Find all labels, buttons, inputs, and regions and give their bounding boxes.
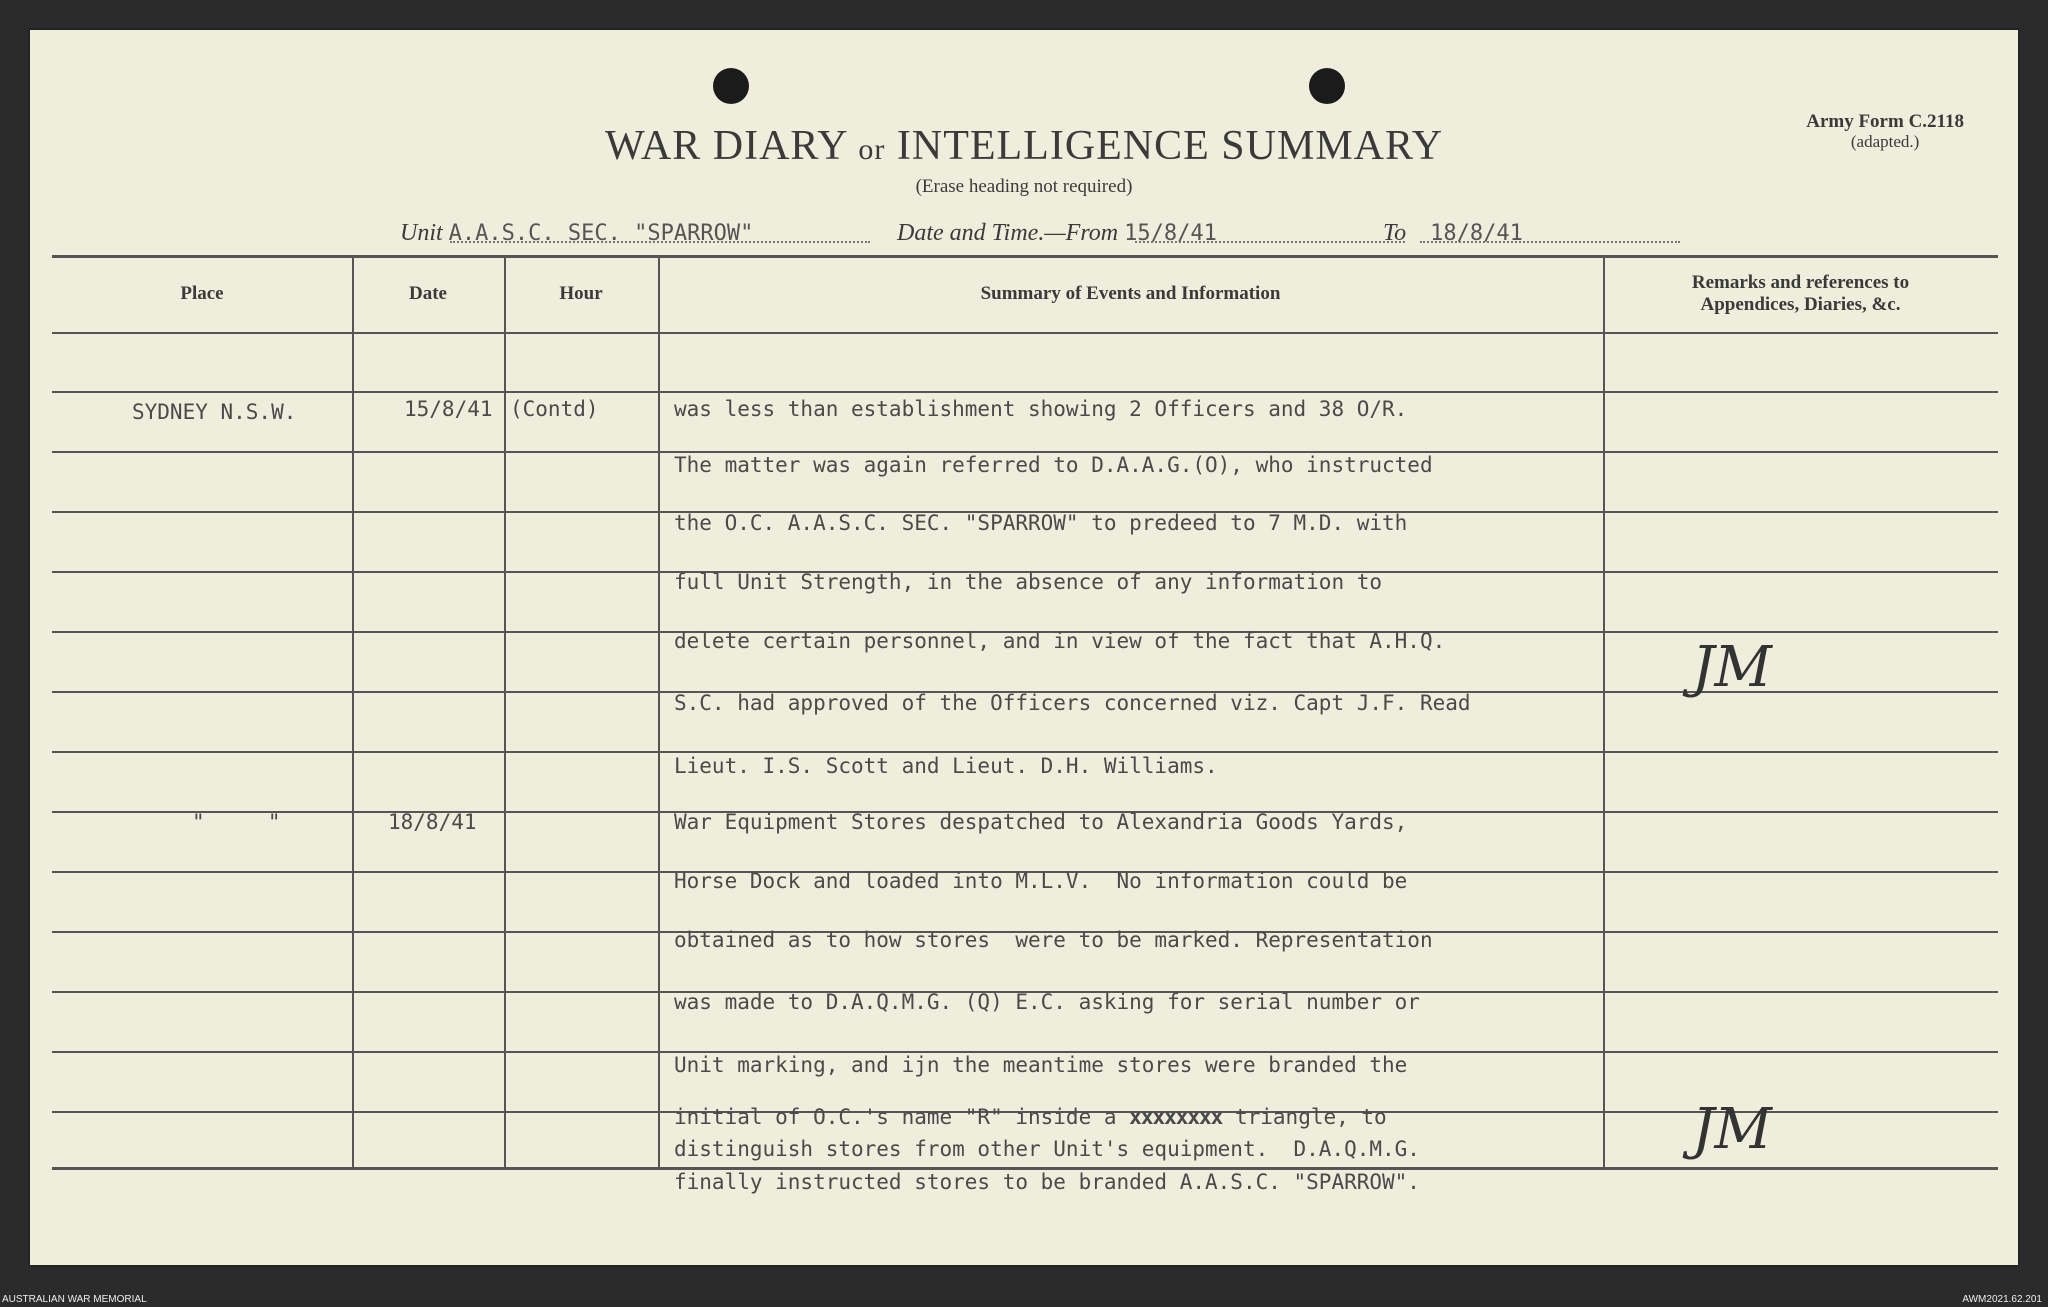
summary-line: was less than establishment showing 2 Officers and 38 O/R. [674,397,1408,421]
summary-line: The matter was again referred to D.A.A.G.(O), who instructed [674,453,1433,477]
summary-line: full Unit Strength, in the absence of any information to [674,570,1383,594]
footer-credit: AUSTRALIAN WAR MEMORIAL [2,1294,147,1305]
form-title: WAR DIARY or INTELLIGENCE SUMMARY [604,123,1444,169]
header-summary: Summary of Events and Information [980,282,1281,304]
date-to-value: 18/8/41 [1430,221,1523,246]
summary-line: finally instructed stores to be branded A.A.S.C. "SPARROW". [674,1170,1420,1194]
army-form-number: Army Form C.2118 (adapted.) [1806,111,1964,151]
header-date: Date [409,282,447,304]
date-from-value: 15/8/41 [1124,221,1217,246]
summary-line: Unit marking, and ijn the meantime stores were branded the [674,1053,1408,1077]
column-rule [1603,255,1605,1167]
punch-hole [713,68,749,104]
date-from-field: Date and Time.—From 15/8/41 [897,220,1217,246]
summary-line: obtained as to how stores were to be marked. Representation [674,928,1433,952]
unit-dotted-line [450,241,870,243]
initials-signature: JM [1692,635,1772,700]
summary-line: delete certain personnel, and in view of the fact that A.H.Q. [674,629,1446,653]
unit-field: Unit A.A.S.C. SEC. "SPARROW" [400,220,754,246]
column-rule [658,255,660,1167]
diary-table [52,255,1998,1167]
summary-line: S.C. had approved of the Officers concerned viz. Capt J.F. Read [674,691,1471,715]
header-place: Place [180,282,224,304]
summary-line: Horse Dock and loaded into M.L.V. No information could be [674,869,1408,893]
date-to-dotted-line [1420,241,1680,243]
entry-hour: (Contd) [510,397,599,421]
date-to-field: To 18/8/41 [1383,220,1523,246]
table-rule [52,751,1998,753]
punch-hole [1309,68,1345,104]
unit-value: A.A.S.C. SEC. "SPARROW" [448,221,754,246]
table-rule [52,332,1998,334]
form-subtitle: (Erase heading not required) [915,176,1133,197]
summary-line: the O.C. A.A.S.C. SEC. "SPARROW" to predeed to 7 M.D. with [674,511,1408,535]
column-rule [352,255,354,1167]
date-from-dotted-line [1135,241,1405,243]
footer-accession: AWM2021.62.201 [1962,1294,2042,1305]
entry-date: 18/8/41 [388,810,477,834]
summary-line: initial of O.C.'s name "R" inside a xxxxxxxx triangle, to [674,1105,1387,1129]
column-rule [504,255,506,1167]
entry-place-ditto: " " [192,810,281,834]
table-rule [52,391,1998,393]
diary-page [30,30,2018,1265]
struck-out-word: xxxxxxxx [1129,1105,1223,1129]
entry-place: SYDNEY N.S.W. [132,400,297,424]
entry-date: 15/8/41 [404,397,493,421]
header-hour: Hour [559,282,603,304]
summary-line: Lieut. I.S. Scott and Lieut. D.H. Williams. [674,754,1218,778]
summary-line: was made to D.A.Q.M.G. (Q) E.C. asking for serial number or [674,990,1420,1014]
initials-signature: JM [1692,1097,1772,1162]
summary-line: distinguish stores from other Unit's equipment. D.A.Q.M.G. [674,1137,1420,1161]
header-remarks: Remarks and references to Appendices, Diaries, &c. [1691,271,1910,315]
summary-line: War Equipment Stores despatched to Alexandria Goods Yards, [674,810,1408,834]
